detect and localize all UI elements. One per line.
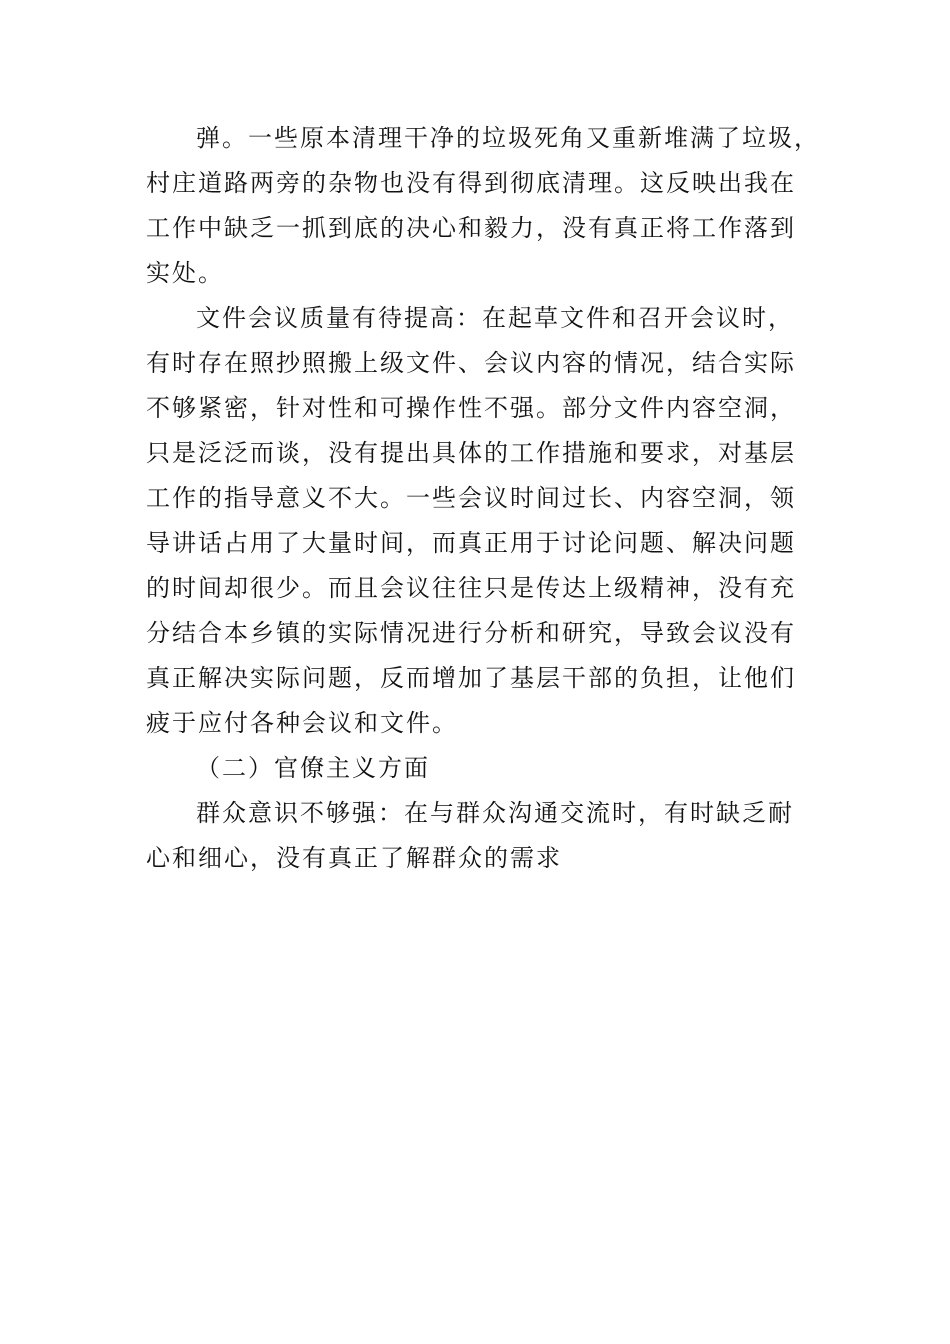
text-line: 真正解决实际问题，反而增加了基层干部的负担，让他们 <box>146 664 796 692</box>
heading-text: （二）官僚主义方面 <box>196 754 430 782</box>
text-line: 工作的指导意义不大。一些会议时间过长、内容空洞，领 <box>146 484 796 512</box>
section-heading <box>146 746 836 791</box>
text-line: 不够紧密，针对性和可操作性不强。部分文件内容空洞， <box>146 394 796 422</box>
text-line: 实处。 <box>146 259 224 287</box>
text-line: 群众意识不够强：在与群众沟通交流时，有时缺乏耐 <box>196 799 794 827</box>
paragraph-1 <box>146 116 836 296</box>
text-line: 的时间却很少。而且会议往往只是传达上级精神，没有充 <box>146 574 796 602</box>
text-line: 导讲话占用了大量时间，而真正用于讨论问题、解决问题 <box>146 529 796 557</box>
text-line: 心和细心，没有真正了解群众的需求 <box>146 844 562 872</box>
text-line: 疲于应付各种会议和文件。 <box>146 709 458 737</box>
text-line: 有时存在照抄照搬上级文件、会议内容的情况，结合实际 <box>146 349 796 377</box>
paragraph-2 <box>146 296 836 746</box>
paragraph-3 <box>146 791 836 881</box>
text-line: 村庄道路两旁的杂物也没有得到彻底清理。这反映出我在 <box>146 169 796 197</box>
text-line: 工作中缺乏一抓到底的决心和毅力，没有真正将工作落到 <box>146 214 796 242</box>
text-line: 文件会议质量有待提高：在起草文件和召开会议时， <box>196 304 794 332</box>
document-body <box>146 116 836 881</box>
text-line: 只是泛泛而谈，没有提出具体的工作措施和要求，对基层 <box>146 439 796 467</box>
text-line: 弹。一些原本清理干净的垃圾死角又重新堆满了垃圾， <box>196 124 820 152</box>
text-line: 分结合本乡镇的实际情况进行分析和研究，导致会议没有 <box>146 619 796 647</box>
